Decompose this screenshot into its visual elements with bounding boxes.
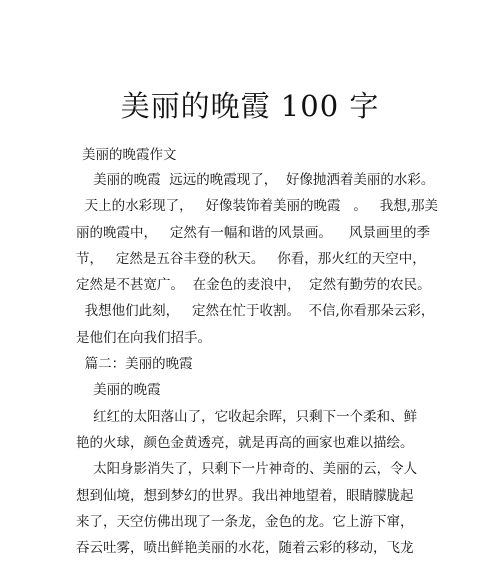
document-body (76, 167, 436, 561)
text-line: 天上的水彩现了， 好像装饰着美丽的晚霞 。 我想,那美 (76, 198, 438, 215)
section-heading: 篇二：美丽的晚霞 (76, 356, 193, 373)
text-line: 来了，天空仿佛出现了一条龙，金色的龙。它上游下窜， (76, 513, 414, 530)
text-line: 丽的晚霞中， 定然有一幅和谐的风景画。 风景画里的季 (76, 224, 431, 241)
text-line: 节， 定然是五谷丰登的秋天。 你看，那火红的天空中， (76, 250, 426, 267)
text-line: 吞云吐雾，喷出鲜艳美丽的水花，随着云彩的移动，飞龙 (76, 540, 414, 557)
document-subtitle: 美丽的晚霞作文 (82, 147, 177, 163)
text-line: 太阳身影消失了，只剩下一片神奇的、美丽的云，令人 (76, 461, 418, 478)
text-line: 是他们在向我们招手。 (76, 329, 211, 346)
document-title: 美丽的晚霞 100 字 (120, 89, 380, 123)
text-line: 红红的太阳落山了，它收起余晖，只剩下一个柔和、鲜 (76, 408, 418, 425)
text-line: 定然是不甚宽广。 在金色的麦浪中， 定然有勤劳的农民。 (76, 277, 431, 294)
text-line: 艳的火球，颜色金黄透亮，就是再高的画家也难以描绘。 (76, 434, 414, 451)
text-line: 我想他们此刻， 定然在忙于收割。 不信,你看那朵云彩， (76, 303, 435, 320)
section-subheading: 美丽的晚霞 (76, 382, 161, 399)
text-line: 想到仙境，想到梦幻的世界。我出神地望着，眼睛朦胧起 (76, 487, 414, 504)
text-line: 美丽的晚霞 远远的晚霞现了， 好像抛洒着美丽的水彩。 (76, 172, 435, 188)
